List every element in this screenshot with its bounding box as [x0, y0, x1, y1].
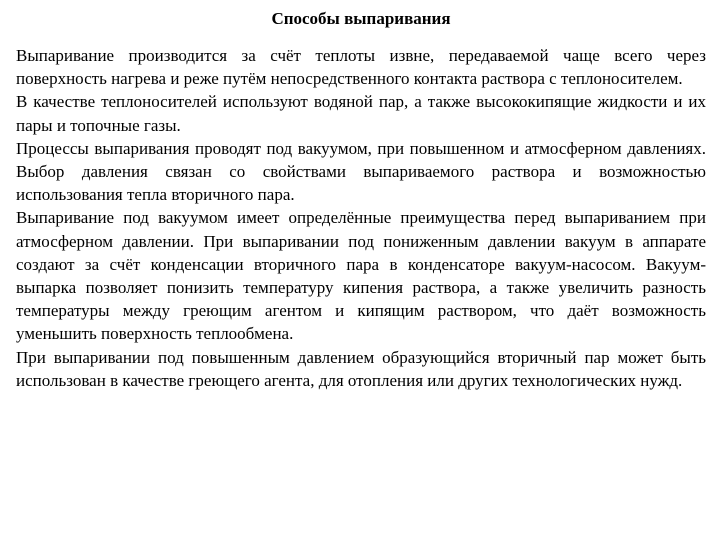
paragraph-pressure-modes: Процессы выпаривания проводят под вакуумом, при повышенном и атмосферном давлениях. Выбор давления связан со свойствами выпариваемого раствора и возможностью использования тепла вторичного пара. — [16, 138, 706, 205]
document-body — [16, 44, 706, 392]
paragraph-vacuum-evaporation: Выпаривание под вакуумом имеет определённые преимущества перед выпариванием при атмосферном давлении. При выпаривании под пониженным давлении вакуум в аппарате создают за счёт конденсации вторичного пара в конденсаторе вакуум-насосом. Вакуум-выпарка позволяет понизить температуру кипения раствора, а также увеличить разность температуры между греющим агентом и кипящим раствором, что даёт возможность уменьшить поверхность теплообмена. — [16, 208, 706, 344]
page-title: Способы выпаривания — [271, 9, 451, 28]
paragraph-high-pressure-evaporation: При выпаривании под повышенным давлением образующийся вторичный пар может быть использован в качестве греющего агента, для отопления или других технологических нужд. — [16, 347, 706, 390]
paragraph-heat-carriers: В качестве теплоносителей используют водяной пар, а также высококипящие жидкости и их пары и топочные газы. — [16, 92, 706, 135]
paragraph-heat-sources: Выпаривание производится за счёт теплоты извне, передаваемой чаще всего через поверхность нагрева и реже путём непосредственного контакта раствора с теплоносителем. — [16, 46, 706, 89]
